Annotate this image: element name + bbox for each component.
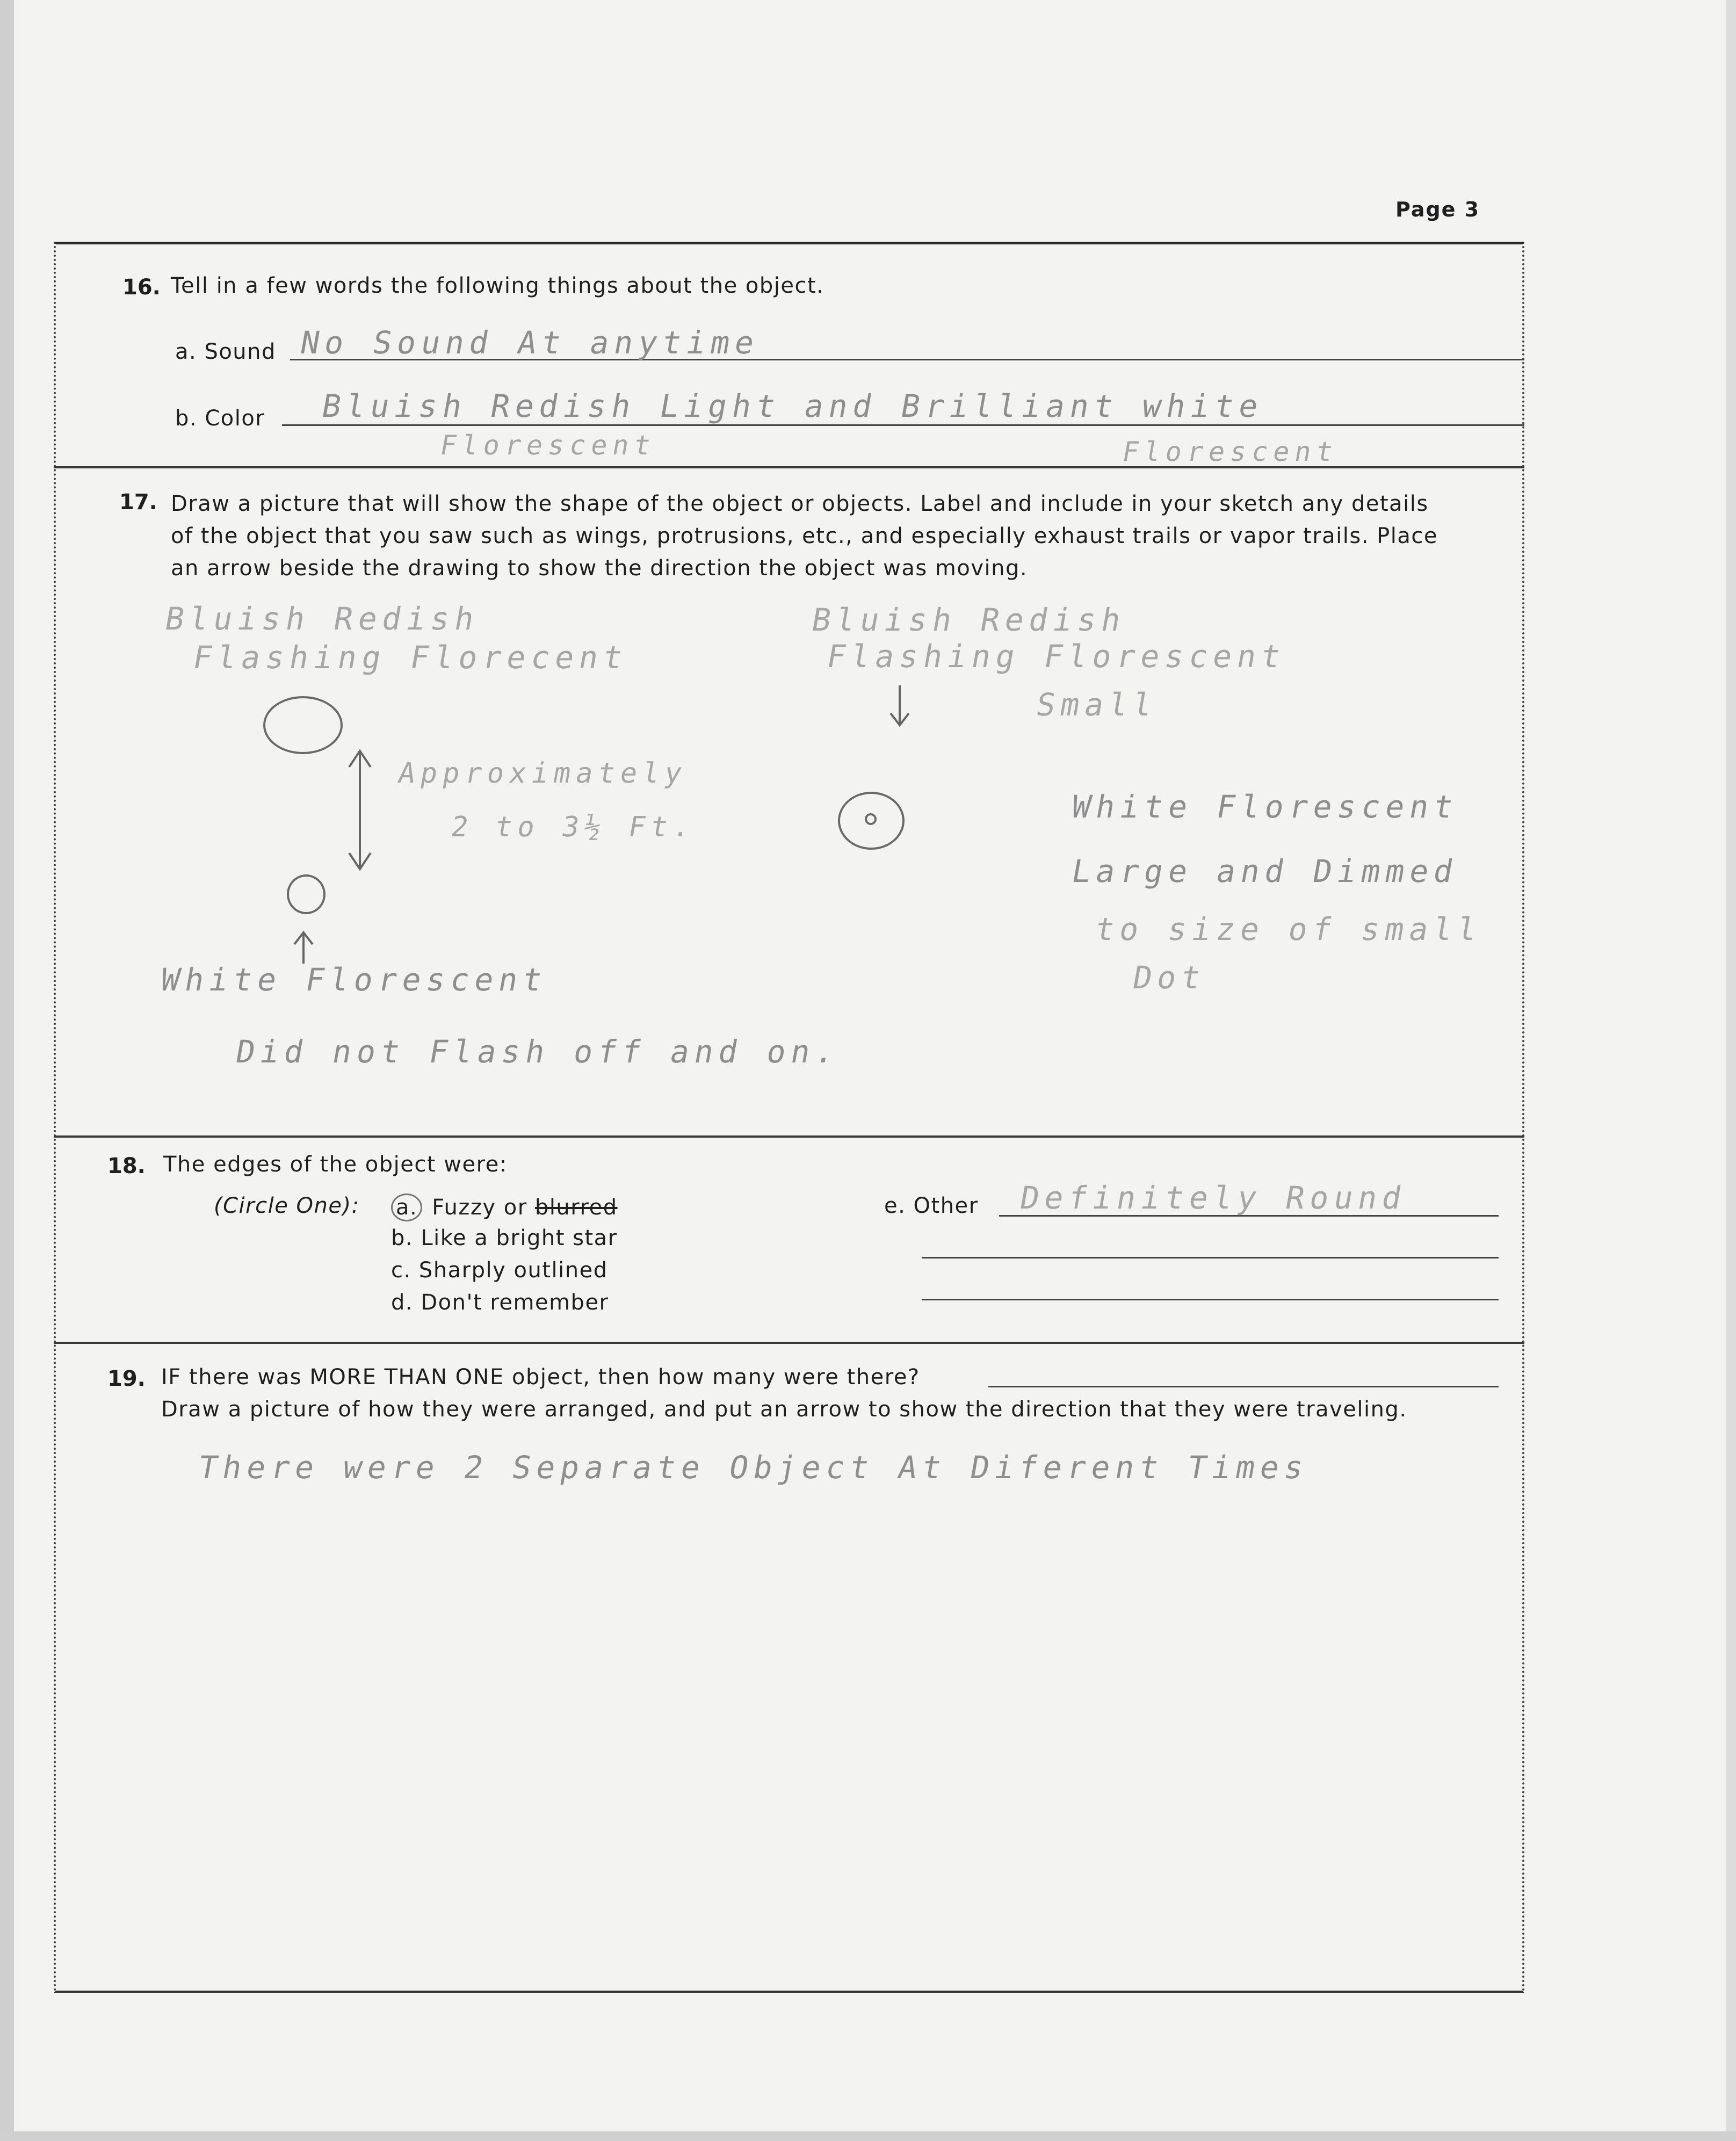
q19-prompt-line1: IF there was MORE THAN ONE object, then how many were there? (161, 1365, 920, 1390)
sketch-small-circle (287, 874, 326, 914)
divider-17-18 (54, 1135, 1524, 1138)
q18-option-a-struck: blurred (534, 1195, 618, 1220)
q19-answer[interactable]: There were 2 Separate Object At Diferent Times (196, 1449, 1312, 1486)
divider-18-19 (54, 1342, 1524, 1344)
scan-edge-right (1726, 0, 1736, 2141)
q19-number: 19. (107, 1366, 146, 1391)
q16-prompt: Tell in a few words the following things about the object. (171, 273, 824, 298)
q18-option-a-text: Fuzzy or (432, 1195, 527, 1220)
q16-sound-answer[interactable]: No Sound At anytime (298, 324, 763, 361)
q18-prompt: The edges of the object were: (163, 1152, 508, 1177)
q16-number: 16. (122, 275, 161, 300)
q18-other-line-3 (922, 1299, 1499, 1300)
sketch-white-label: White Florescent (158, 961, 551, 998)
sketch-distance-2: 2 to 3½ Ft. (448, 811, 698, 843)
q18-option-d[interactable]: d. Don't remember (391, 1290, 609, 1315)
q18-option-a-letter: a. (391, 1194, 422, 1221)
page-number: Page 3 (1395, 198, 1480, 221)
sketch-distance-1: Approximately (395, 757, 690, 790)
q18-circle-one: (Circle One): (214, 1194, 360, 1218)
q17-prompt-line3: an arrow beside the drawing to show the direction the object was moving. (171, 556, 1028, 581)
sketch-large-circle (263, 696, 343, 754)
q17-number: 17. (119, 490, 157, 515)
sketch-dot-center (865, 813, 877, 825)
sketch-right-note-1: White Florescent (1069, 789, 1462, 825)
q18-other-answer[interactable]: Definitely Round (1017, 1180, 1410, 1216)
q17-prompt-line2: of the object that you saw such as wings, protrusions, etc., and especially exhaust trails or vapor trails. Place (171, 524, 1438, 548)
q18-other-line-2 (922, 1257, 1499, 1258)
q18-option-c[interactable]: c. Sharply outlined (391, 1258, 608, 1283)
down-arrow-icon (886, 682, 913, 730)
q18-option-a[interactable] (391, 1194, 618, 1221)
sketch-white-note: Did not Flash off and on. (233, 1033, 843, 1070)
sketch-right-label-1: Bluish Redish (809, 602, 1129, 638)
q18-number: 18. (107, 1154, 146, 1178)
scan-edge-bottom (0, 2131, 1736, 2141)
sketch-left-label-1: Bluish Redish (162, 601, 482, 637)
sketch-right-note-4: Dot (1130, 959, 1209, 996)
double-arrow-icon (344, 746, 376, 874)
q16-color-label: b. Color (175, 406, 265, 431)
q16-color-line (282, 424, 1524, 426)
q18-other-label: e. Other (884, 1194, 979, 1218)
q18-option-b[interactable]: b. Like a bright star (391, 1226, 618, 1250)
q19-prompt-line2: Draw a picture of how they were arranged, and put an arrow to show the direction that they were traveling. (161, 1397, 1407, 1422)
q16-color-answer-florescent-1: Florescent (437, 430, 659, 461)
scan-edge-left (0, 0, 14, 2141)
up-arrow-icon (290, 928, 317, 966)
sketch-right-note-2: Large and Dimmed (1069, 853, 1462, 889)
q16-color-answer[interactable]: Bluish Redish Light and Brilliant white (319, 388, 1267, 424)
sketch-left-label-2: Flashing Florecent (190, 639, 631, 676)
sketch-right-note-3: to size of small (1093, 911, 1485, 947)
q19-count-line (988, 1386, 1499, 1387)
q16-color-answer-florescent-2: Florescent (1119, 436, 1341, 467)
sketch-right-label-2: Flashing Florescent (824, 638, 1289, 675)
q17-prompt-line1: Draw a picture that will show the shape of the object or objects. Label and include in your sketch any details (171, 491, 1429, 516)
sketch-small-label: Small (1033, 686, 1161, 723)
q16-sound-label: a. Sound (175, 339, 276, 364)
